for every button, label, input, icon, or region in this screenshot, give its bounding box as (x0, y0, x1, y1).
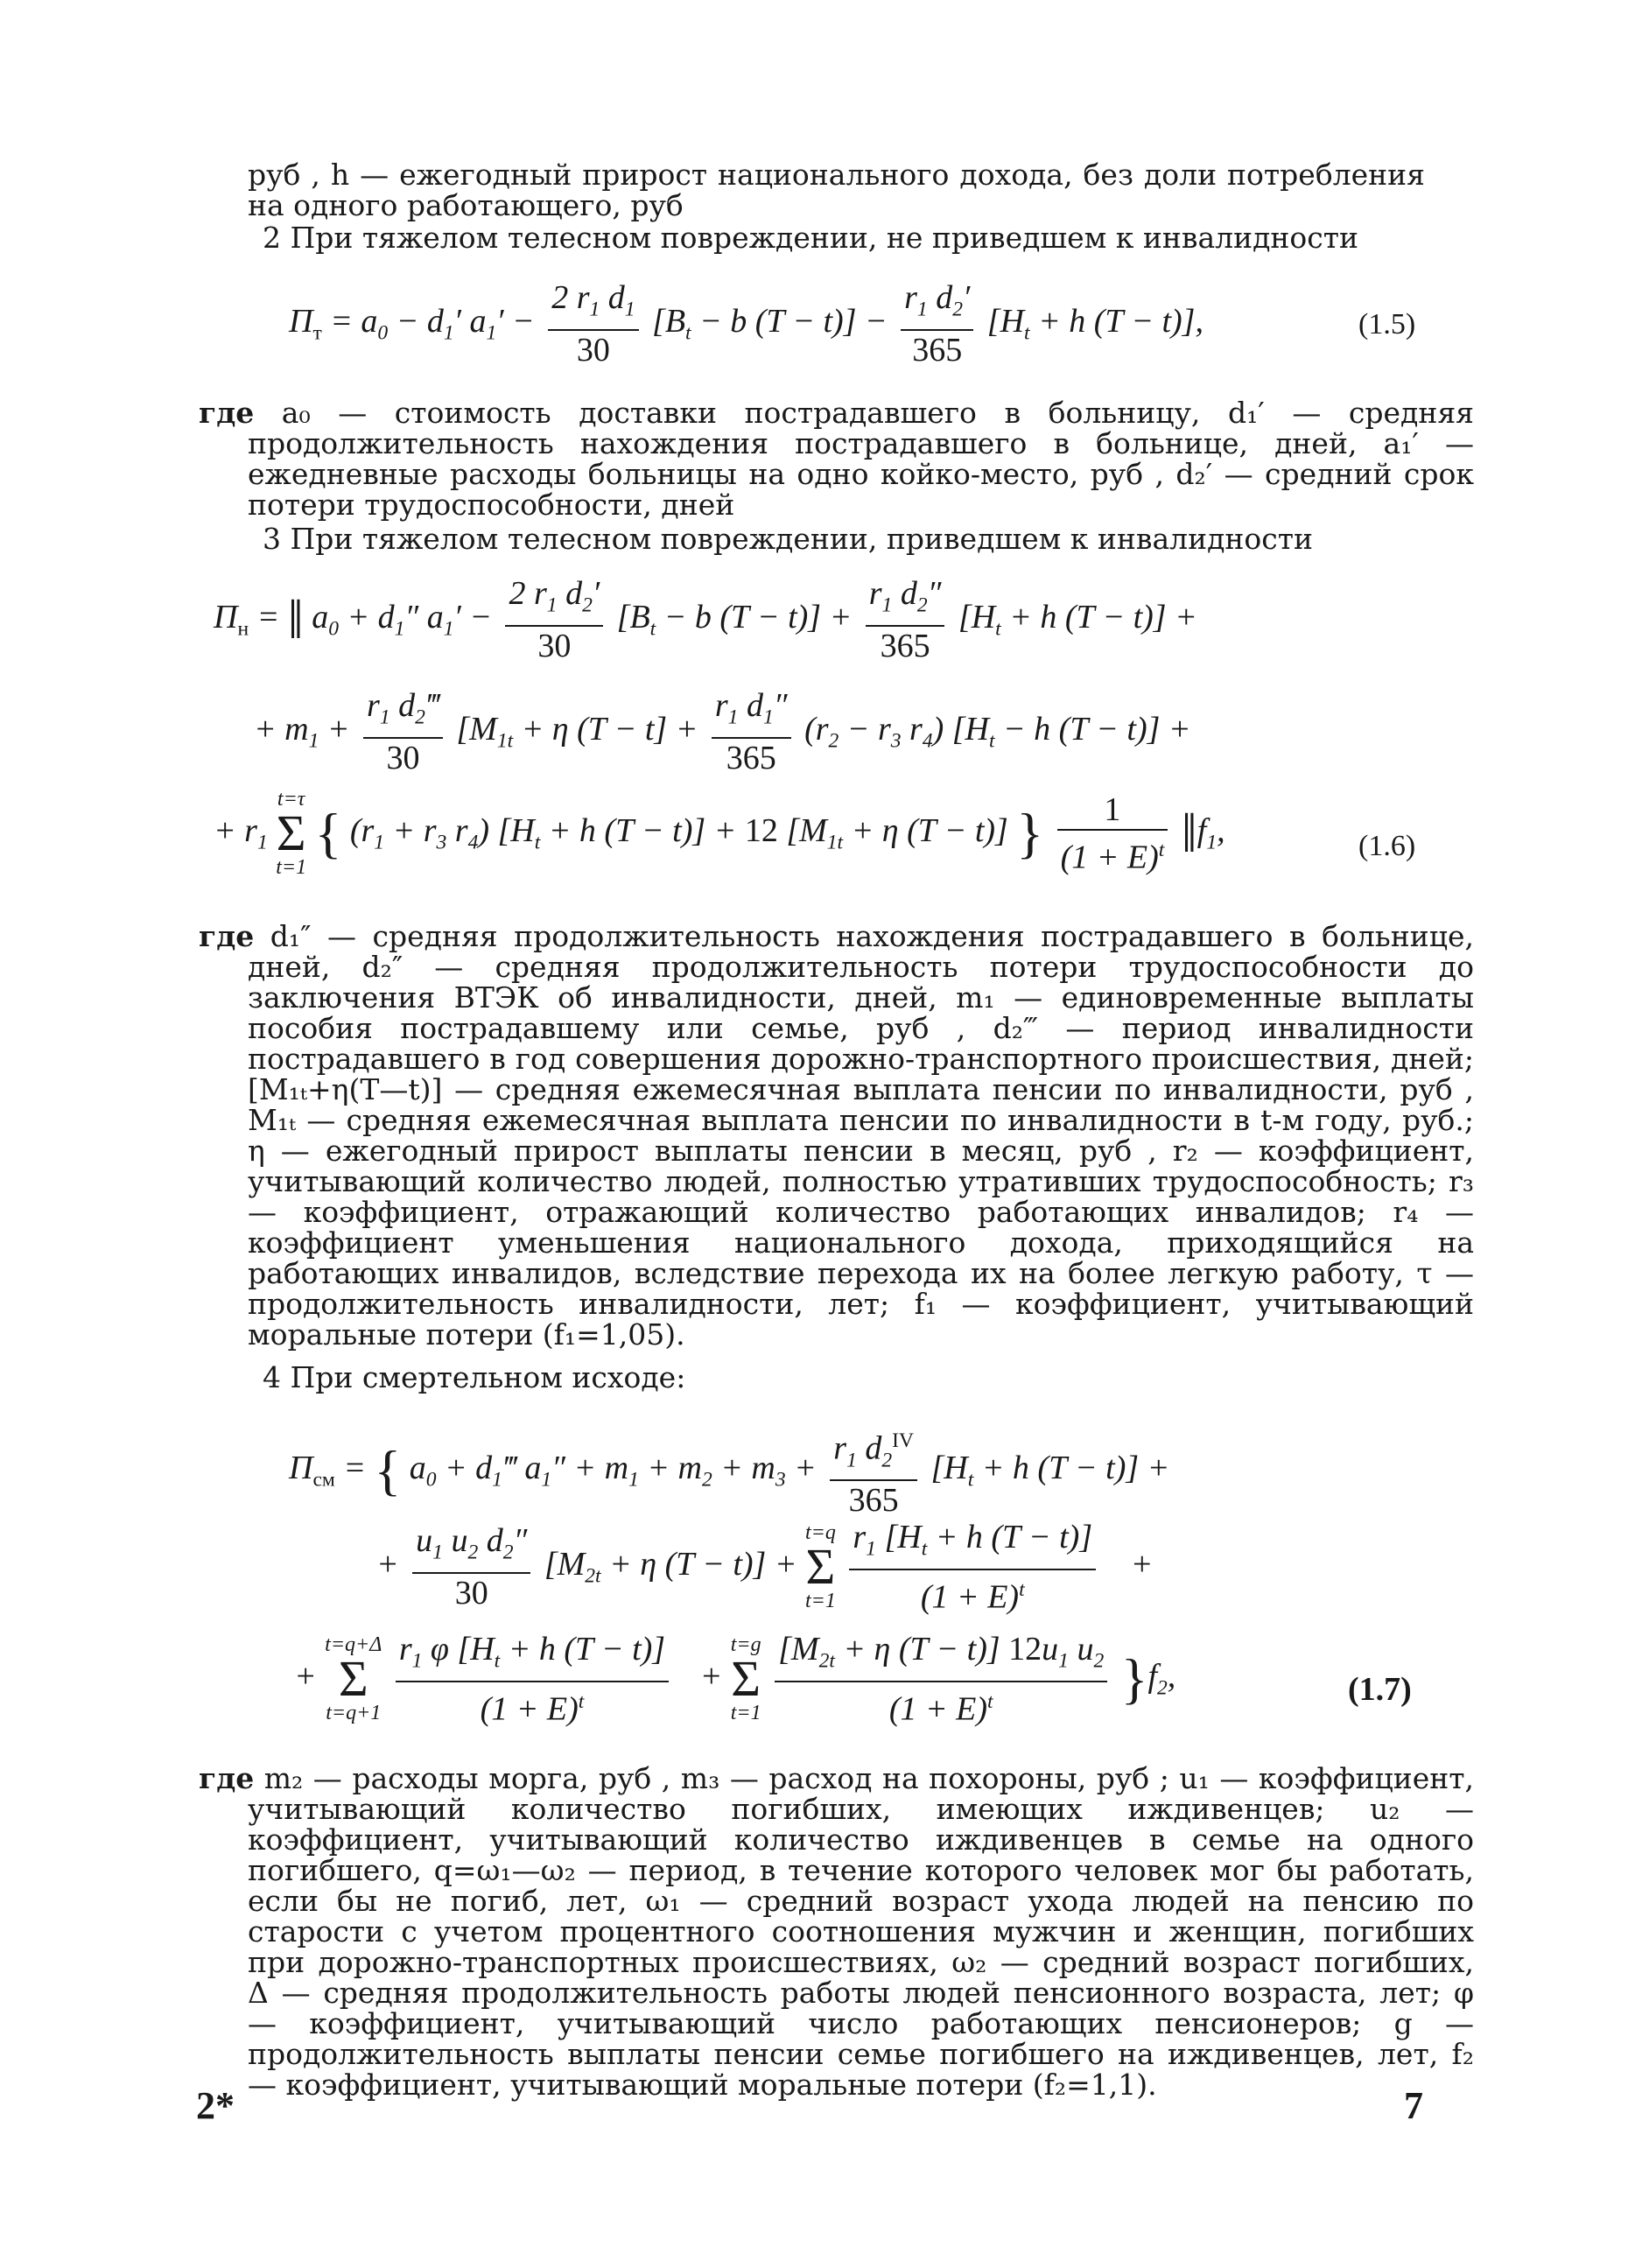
definitions-text: a₀ — стоимость доставки пострадавшего в больницу, d₁′ — средняя продолжительность нахождения пострадавшего в больнице, дней, a₁′ — ежедневные расходы больницы на одно койко-место, руб , d₂′ — средний срок потери трудоспособности, дней (248, 396, 1474, 522)
definitions-text: m₂ — расходы морга, руб , m₃ — расход на похороны, руб ; u₁ — коэффициент, учитывающий количество погибших, имеющих иждивенцев; u₂ — коэффициент, учитывающий количество иждивенцев в семье на одного погибшего, q=ω₁—ω₂ — период, в течение которого человек мог бы работать, если бы не погиб, лет, ω₁ — средний возраст ухода людей на пенсию по старости с учетом процентного соотношения мужчин и женщин, погибших при дорожно-транспортных происшествиях, ω₂ — средний возраст погибших, Δ — средняя продолжительность работы людей пенсионного возраста, лет; φ — коэффициент, учитывающий число работающих пенсионеров; g — продолжительность выплаты пенсии семье погибшего на иждивенцев, лет, f₂ — коэффициент, учитывающий моральные потери (f₂=1,1). (248, 1761, 1474, 2102)
paragraph-case-4: 4 При смертельном исходе: (263, 1360, 686, 1394)
paragraph-continuation: руб , h — ежегодный прирост национального дохода, без доли потребления на одного работающего, руб (248, 158, 1425, 222)
equation-label-1-6: (1.6) (1358, 830, 1416, 862)
page-number: 7 (1404, 2084, 1423, 2127)
paragraph-definitions-1-5 (199, 397, 1474, 520)
formula-1-6-line-1: $П_н$ = ‖ $a_0 + d_1''$ $a_1'$ − $\frac{2 r_1 d_2'}{30}$ [$B_t - b$ (T − t)] + $\frac{r_1 d_2''}{365}$ [$H_t + h$ (T − t)] + (214, 575, 1197, 664)
formula-1-5: $П_т = a_0 - d_1'$ $a_1'$ − $\frac{2 r_1 d_1}{30}$ [$B_t - b$ (T − t)] − $\frac{r_1 d_2'}{365}$ [$H_t + h$ (T − t)], (289, 279, 1203, 369)
gde-lead: где (199, 919, 255, 953)
definitions-text: d₁″ — средняя продолжительность нахождения пострадавшего в больнице, дней, d₂″ — средняя продолжительность потери трудоспособности до заключения ВТЭК об инвалидности, дней, m₁ — единовременные выплаты пособия пострадавшему или семье, руб , d₂‴ — период инвалидности пострадавшего в год совершения дорожно-транспортного происшествия, дней; [M₁ₜ+η(T—t)] — средняя ежемесячная выплата пенсии по инвалидности, руб , M₁ₜ — средняя ежемесячная выплата пенсии по инвалидности в t-м году, руб.; η — ежегодный прирост выплаты пенсии в месяц, руб , r₂ — коэффициент, учитывающий количество людей, полностью утративших трудоспособность; r₃ — коэффициент, отражающий количество работающих инвалидов; r₄ — коэффициент уменьшения национального дохода, приходящийся на работающих инвалидов, вследствие перехода их на более легкую работу, τ — продолжительность инвалидности, лет; f₁ — коэффициент, учитывающий моральные потери (f₁=1,05). (248, 919, 1474, 1352)
gde-lead: где (199, 396, 255, 430)
paragraph-case-3: 3 При тяжелом телесном повреждении, приведшем к инвалидности (263, 522, 1314, 556)
formula-1-7-line-1: $П_{см}$ = { $a_0$ + $d_1‴$ $a_1'' + m_1 + m_2 + m_3$ + $\frac{r_1 d_2^{IV}}{365}$ [$H_t + h$ (T − t)] + (289, 1422, 1169, 1520)
formula-1-6-line-2: + $m_1$ + $\frac{r_1 d_2‴}{30}$ [$M_{1t} + \eta$ (T − t] + $\frac{r_1 d_1''}{365}$ ($r_2 - r_3$ $r_4$) [$H_t - h$ (T − t)] + (254, 687, 1191, 776)
equation-label-1-5: (1.5) (1358, 308, 1416, 341)
formula-1-7-line-3: + t=q+Δ Σ t=q+1 $\frac{r_1 \varphi [H_t + h (T - t)]}{(1 + E)^t}$ + t=g Σ t=1 $\frac{[M_{2t} + \eta (T - t)] 12u_1 u_2}{(1 + E)^t}$ }$f_2$, (294, 1631, 1176, 1728)
signature-mark: 2* (196, 2084, 235, 2127)
paragraph-case-2: 2 При тяжелом телесном повреждении, не приведшем к инвалидности (263, 221, 1359, 255)
paragraph-definitions-1-6 (199, 921, 1474, 1350)
formula-1-7-line-2: + $\frac{u_1 u_2 d_2''}{30}$ [$M_{2t} + \eta$ (T − t)] + t=q Σ t=1 $\frac{r_1 [H_t + h (T - t)]}{(1 + E)^t}$ + (376, 1519, 1154, 1616)
paragraph-definitions-1-7 (199, 1763, 1474, 2100)
gde-lead: где (199, 1761, 255, 1795)
equation-label-1-7: (1.7) (1348, 1671, 1412, 1708)
formula-1-6-line-3: + $r_1$ t=τ Σ t=1 { ($r_1 + r_3$ $r_4$) [$H_t + h$ (T − t)] + 12 [$M_{1t} + \eta$ (T − t)] } $\frac{1}{(1 + E)^t}$ $‖f_1$, (214, 788, 1225, 879)
